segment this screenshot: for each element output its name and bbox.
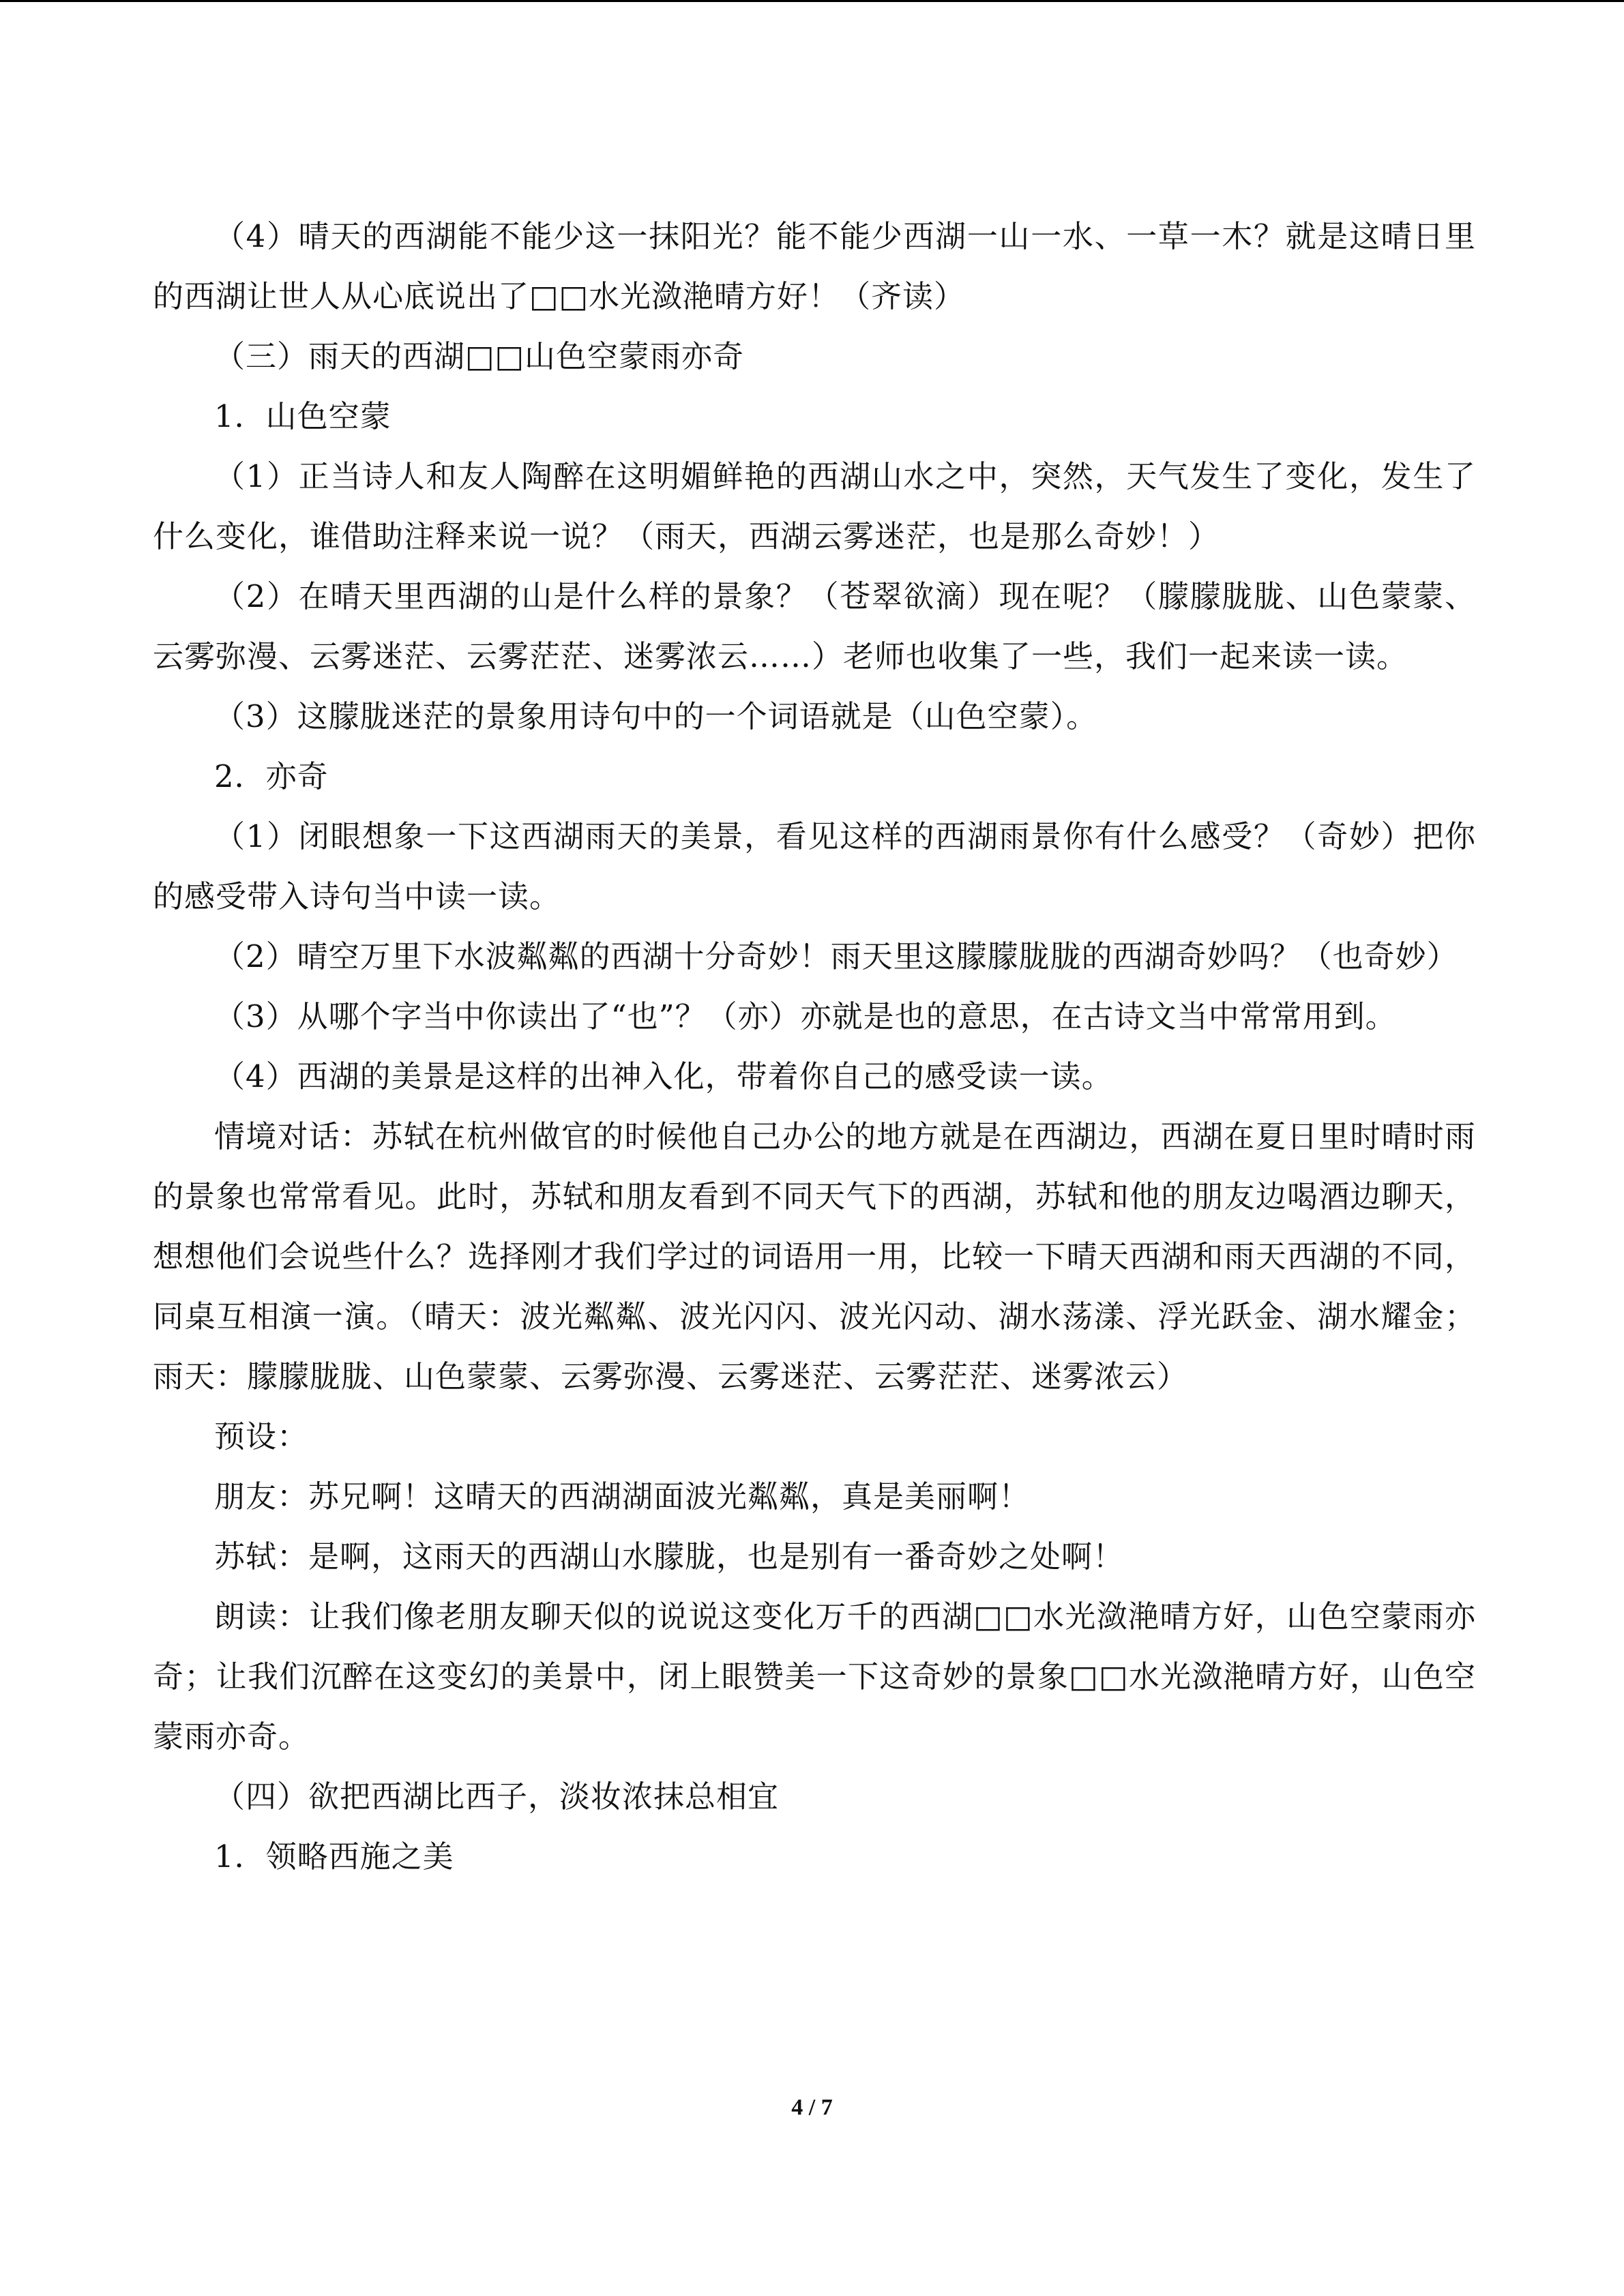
subheading-shanse-kongmeng: 1．山色空蒙 [214,398,392,434]
paragraph-yiqi-4: （4）西湖的美景是这样的出神入化，带着你自己的感受读一读。 [214,1058,1113,1094]
subheading-yiqi: 2．亦奇 [214,758,329,794]
paragraph-preset-label: 预设： [214,1418,309,1455]
paragraph-sunny-4: （4）晴天的西湖能不能少这一抹阳光？能不能少西湖一山一水、一草一木？就是这晴日里的西湖让世人从心底说出了□□水光潋滟晴方好！（齐读） [153,218,1476,314]
paragraph-reading: 朗读：让我们像老朋友聊天似的说说这变化万千的西湖□□水光潋滟晴方好，山色空蒙雨亦奇；让我们沉醉在这变幻的美景中，闭上眼赞美一下这奇妙的景象□□水光潋滟晴方好，山色空蒙雨亦奇。 [153,1598,1476,1755]
paragraph-yiqi-2: （2）晴空万里下水波粼粼的西湖十分奇妙！雨天里这朦朦胧胧的西湖奇妙吗？（也奇妙） [214,938,1458,974]
paragraph-rainy-3: （3）这朦胧迷茫的景象用诗句中的一个词语就是（山色空蒙）。 [214,698,1098,734]
dialogue-sushi-line: 苏轼：是啊，这雨天的西湖山水朦胧，也是别有一番奇妙之处啊！ [214,1538,1125,1575]
page-number: 4 / 7 [791,2095,833,2120]
section-heading-rainy-lake: （三）雨天的西湖□□山色空蒙雨亦奇 [214,338,745,374]
document-body [153,207,1476,1887]
paragraph-scenario-dialogue: 情境对话：苏轼在杭州做官的时候他自己办公的地方就是在西湖边，西湖在夏日里时晴时雨的景象也常常看见。此时，苏轼和朋友看到不同天气下的西湖，苏轼和他的朋友边喝酒边聊天，想想他们会说些什么？选择刚才我们学过的词语用一用，比较一下晴天西湖和雨天西湖的不同，同桌互相演一演。（晴天：波光粼粼、波光闪闪、波光闪动、湖水荡漾、浮光跃金、湖水耀金；雨天：朦朦胧胧、山色蒙蒙、云雾弥漫、云雾迷茫、云雾茫茫、迷雾浓云） [153,1118,1476,1395]
paragraph-yiqi-1: （1）闭眼想象一下这西湖雨天的美景，看见这样的西湖雨景你有什么感受？（奇妙）把你的感受带入诗句当中读一读。 [153,818,1476,914]
section-heading-xizi: （四）欲把西湖比西子，淡妆浓抹总相宜 [214,1778,780,1815]
paragraph-yiqi-3: （3）从哪个字当中你读出了“也”？（亦）亦就是也的意思，在古诗文当中常常用到。 [214,998,1397,1034]
paragraph-rainy-1: （1）正当诗人和友人陶醉在这明媚鲜艳的西湖山水之中，突然，天气发生了变化，发生了什么变化，谁借助注释来说一说？（雨天，西湖云雾迷茫，也是那么奇妙！） [153,458,1476,554]
paragraph-rainy-2: （2）在晴天里西湖的山是什么样的景象？（苍翠欲滴）现在呢？（朦朦胧胧、山色蒙蒙、云雾弥漫、云雾迷茫、云雾茫茫、迷雾浓云……）老师也收集了一些，我们一起来读一读。 [153,578,1476,674]
subheading-xishi-beauty: 1．领略西施之美 [214,1838,454,1875]
top-border-line [0,0,1624,2]
dialogue-friend-line: 朋友：苏兄啊！这晴天的西湖湖面波光粼粼，真是美丽啊！ [214,1478,1031,1515]
